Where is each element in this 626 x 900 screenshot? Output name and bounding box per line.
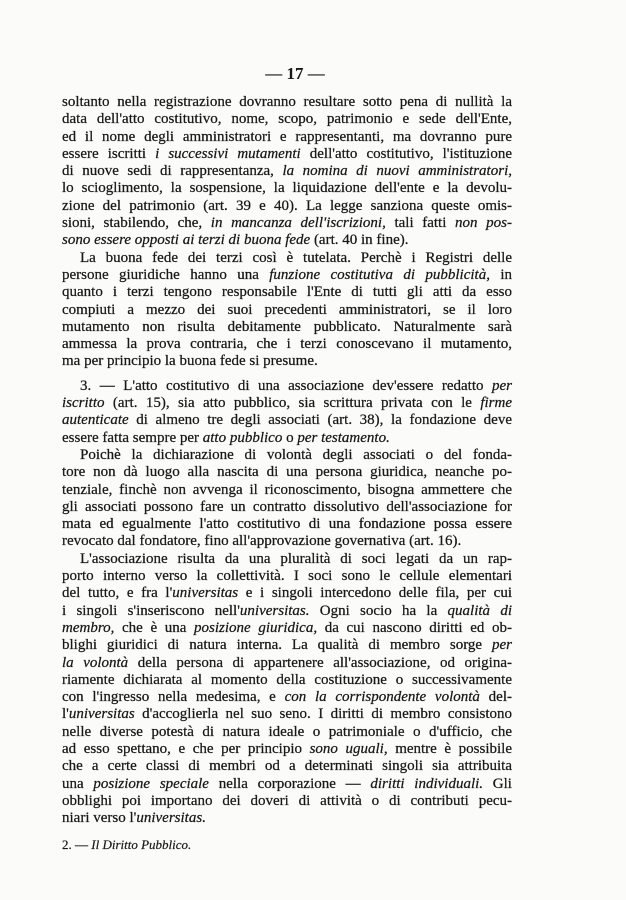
text-line bbox=[62, 412, 512, 429]
text-segment: quanto i terzi tengono responsabile l'Ente di tutti gli atti da esso bbox=[62, 284, 512, 301]
text-segment: ma per principio la buona fede si presume. bbox=[62, 353, 318, 370]
emphasized-text: qualità di bbox=[447, 602, 512, 619]
text-segment: Gli bbox=[483, 775, 512, 792]
text-line bbox=[62, 447, 512, 464]
text-segment: della persona di appartenere all'associazione, od origina- bbox=[128, 654, 512, 671]
emphasized-text: per testamento. bbox=[297, 429, 390, 446]
text-line bbox=[62, 336, 512, 353]
text-segment: essere fatta sempre per bbox=[62, 429, 203, 446]
emphasized-text: in mancanza dell'iscrizioni, bbox=[210, 215, 386, 232]
emphasized-text: membro, bbox=[62, 619, 115, 636]
text-line bbox=[62, 267, 512, 284]
text-line bbox=[62, 533, 512, 550]
text-segment: (art. 40 in fine). bbox=[310, 232, 409, 249]
text-line bbox=[62, 319, 512, 336]
footer-title: Il Diritto Pubblico. bbox=[91, 837, 192, 852]
text-segment: da cui nascono diritti ed ob- bbox=[317, 619, 513, 636]
footer-number: 2. — bbox=[62, 837, 88, 852]
text-line bbox=[62, 250, 512, 267]
text-line bbox=[62, 146, 512, 163]
text-line bbox=[62, 464, 512, 481]
text-line bbox=[62, 378, 512, 395]
text-segment: zione del patrimonio (art. 39 e 40). La legge sanziona queste omis- bbox=[62, 197, 512, 214]
text-segment: ed il nome degli amministratori e rappresentanti, ma dovranno pure bbox=[62, 128, 512, 145]
text-segment: ammessa la prova contraria, che i terzi conoscevano il mutamento, bbox=[62, 336, 512, 353]
text-segment: essere iscritti bbox=[62, 145, 156, 162]
text-line bbox=[62, 776, 512, 793]
text-line bbox=[62, 603, 512, 620]
text-line bbox=[62, 689, 512, 706]
emphasized-text: sono uguali, bbox=[309, 740, 388, 757]
text-line bbox=[62, 516, 512, 533]
emphasized-text: universitas. bbox=[136, 810, 206, 827]
body-text bbox=[62, 94, 512, 827]
text-segment: d'accoglierla nel suo seno. I diritti di membro consistono bbox=[134, 706, 512, 723]
text-line bbox=[62, 111, 512, 128]
text-line bbox=[62, 395, 512, 412]
emphasized-text: la nomina di nuovi amministratori, bbox=[282, 163, 512, 180]
text-line bbox=[62, 793, 512, 810]
text-line bbox=[62, 741, 512, 758]
text-segment: di almeno tre degli associati (art. 38), la fondazione deve bbox=[128, 412, 512, 429]
text-segment: obblighi poi importano dei doveri di attività o di contributi pecu- bbox=[62, 792, 512, 809]
text-segment: blighi giuridici di natura interna. La qualità di membro sorge bbox=[62, 637, 492, 654]
text-line bbox=[62, 94, 512, 111]
text-line bbox=[62, 585, 512, 602]
text-segment: Ogni socio ha la bbox=[309, 602, 448, 619]
emphasized-text: atto pubblico bbox=[202, 429, 283, 446]
emphasized-text: iscritto bbox=[62, 395, 105, 412]
emphasized-text: autenticate bbox=[62, 412, 129, 429]
emphasized-text: universitas. bbox=[239, 602, 310, 619]
text-line bbox=[62, 284, 512, 301]
footer-signature bbox=[62, 837, 191, 853]
text-line bbox=[62, 655, 512, 672]
text-segment: con l'ingresso nella medesima, e bbox=[62, 689, 285, 706]
text-segment: in bbox=[489, 266, 512, 283]
emphasized-text: non pos- bbox=[455, 215, 512, 232]
emphasized-text: posizione speciale bbox=[93, 775, 209, 792]
text-segment: L'associazione risulta da una pluralità di soci legati da un rap- bbox=[80, 550, 512, 567]
text-line bbox=[62, 232, 512, 249]
text-segment: nella corporazione — bbox=[208, 775, 371, 792]
text-line bbox=[62, 430, 512, 447]
text-segment: La buona fede dei terzi così è tutelata. Perchè i Registri delle bbox=[80, 249, 512, 266]
text-segment: l' bbox=[62, 706, 69, 723]
emphasized-text: universitas bbox=[68, 706, 135, 723]
text-segment: riamente dichiarata al momento della costituzione o successivamente bbox=[62, 671, 512, 688]
text-line bbox=[62, 215, 512, 232]
text-segment: lo scioglimento, la sospensione, la liquidazione dell'ente e la devolu- bbox=[62, 180, 512, 197]
emphasized-text: universitas bbox=[172, 585, 239, 602]
text-segment: data dell'atto costitutivo, nome, scopo, patrimonio e sede dell'Ente, bbox=[62, 111, 512, 128]
text-line bbox=[62, 353, 512, 370]
text-segment: niari verso l' bbox=[62, 810, 137, 827]
text-segment: tali fatti bbox=[385, 215, 456, 232]
text-line bbox=[62, 482, 512, 499]
paragraph bbox=[62, 447, 512, 551]
text-line bbox=[62, 551, 512, 568]
text-segment: o bbox=[282, 429, 298, 446]
emphasized-text: per bbox=[492, 377, 512, 394]
text-segment: (art. 15), sia atto pubblico, sia scrittura privata con le bbox=[104, 395, 481, 412]
text-segment: compiuti a mezzo dei suoi precedenti amministratori, se il loro bbox=[62, 301, 512, 318]
text-line bbox=[62, 198, 512, 215]
text-segment: del tutto, e fra l' bbox=[62, 585, 173, 602]
text-segment: una bbox=[62, 775, 94, 792]
emphasized-text: la volontà bbox=[62, 654, 129, 671]
text-line bbox=[62, 620, 512, 637]
text-segment: 3. — L'atto costitutivo di una associazione dev'essere redatto bbox=[80, 377, 492, 394]
emphasized-text: con la corrispondente volontà bbox=[284, 689, 480, 706]
emphasized-text: firme bbox=[480, 395, 512, 412]
paragraph bbox=[62, 94, 512, 250]
text-segment: persone giuridiche hanno una bbox=[62, 266, 270, 283]
text-segment: i singoli s'inseriscono nell' bbox=[62, 602, 240, 619]
text-segment: che è una bbox=[114, 619, 195, 636]
text-segment: dell'atto costitutivo, l'istituzione bbox=[300, 145, 512, 162]
text-segment: mata ed egualmente l'atto costitutivo di una fondazione possa essere bbox=[62, 516, 512, 533]
text-segment: gli associati possono fare un contratto dissolutivo dell'associazione for bbox=[62, 498, 512, 515]
text-segment: nelle diverse potestà di natura ideale o patrimoniale o d'ufficio, che bbox=[62, 723, 512, 740]
text-line bbox=[62, 180, 512, 197]
text-segment: mutamento non risulta debitamente pubblicato. Naturalmente sarà bbox=[62, 318, 512, 335]
emphasized-text: per bbox=[492, 637, 512, 654]
text-line bbox=[62, 302, 512, 319]
paragraph bbox=[62, 250, 512, 371]
text-line bbox=[62, 810, 512, 827]
text-line bbox=[62, 724, 512, 741]
text-segment: ad esso spettano, e che per principio bbox=[62, 740, 310, 757]
text-line bbox=[62, 499, 512, 516]
text-segment: revocato dal fondatore, fino all'approvazione governativa (art. 16). bbox=[62, 533, 462, 550]
text-segment: del- bbox=[479, 689, 512, 706]
emphasized-text: funzione costitutiva di pubblicità, bbox=[269, 266, 490, 283]
text-line bbox=[62, 706, 512, 723]
text-line bbox=[62, 637, 512, 654]
emphasized-text: i successivi mutamenti bbox=[155, 145, 301, 162]
text-segment: tore non dà luogo alla nascita di una persona giuridica, neanche po- bbox=[62, 464, 512, 481]
text-line bbox=[62, 129, 512, 146]
emphasized-text: diritti individuali. bbox=[370, 775, 484, 792]
paragraph bbox=[62, 551, 512, 828]
emphasized-text: sono essere opposti ai terzi di buona fede bbox=[62, 232, 311, 249]
text-line bbox=[62, 672, 512, 689]
text-segment: soltanto nella registrazione dovranno resultare sotto pena di nullità la bbox=[62, 94, 512, 110]
text-line bbox=[62, 163, 512, 180]
text-segment: Poichè la dichiarazione di volontà degli associati o del fonda- bbox=[80, 446, 512, 463]
text-segment: mentre è possibile bbox=[387, 740, 512, 757]
text-segment: di nuove sedi di rappresentanza, bbox=[62, 163, 283, 180]
text-segment: e i singoli intercedono delle fila, per cui bbox=[238, 585, 512, 602]
text-segment: porto interno verso la collettività. I soci sono le cellule elementari bbox=[62, 568, 512, 585]
text-line bbox=[62, 758, 512, 775]
text-segment: che a certe classi di membri od a determinati singoli sia attribuita bbox=[62, 758, 512, 775]
paragraph bbox=[62, 378, 512, 447]
text-segment: tenziale, finchè non avvenga il riconoscimento, bisogna ammettere che bbox=[62, 481, 512, 498]
page-number: — 17 — bbox=[265, 64, 325, 83]
text-segment: sioni, stabilendo, che, bbox=[62, 215, 211, 232]
emphasized-text: posizione giuridica, bbox=[194, 619, 318, 636]
text-line bbox=[62, 568, 512, 585]
